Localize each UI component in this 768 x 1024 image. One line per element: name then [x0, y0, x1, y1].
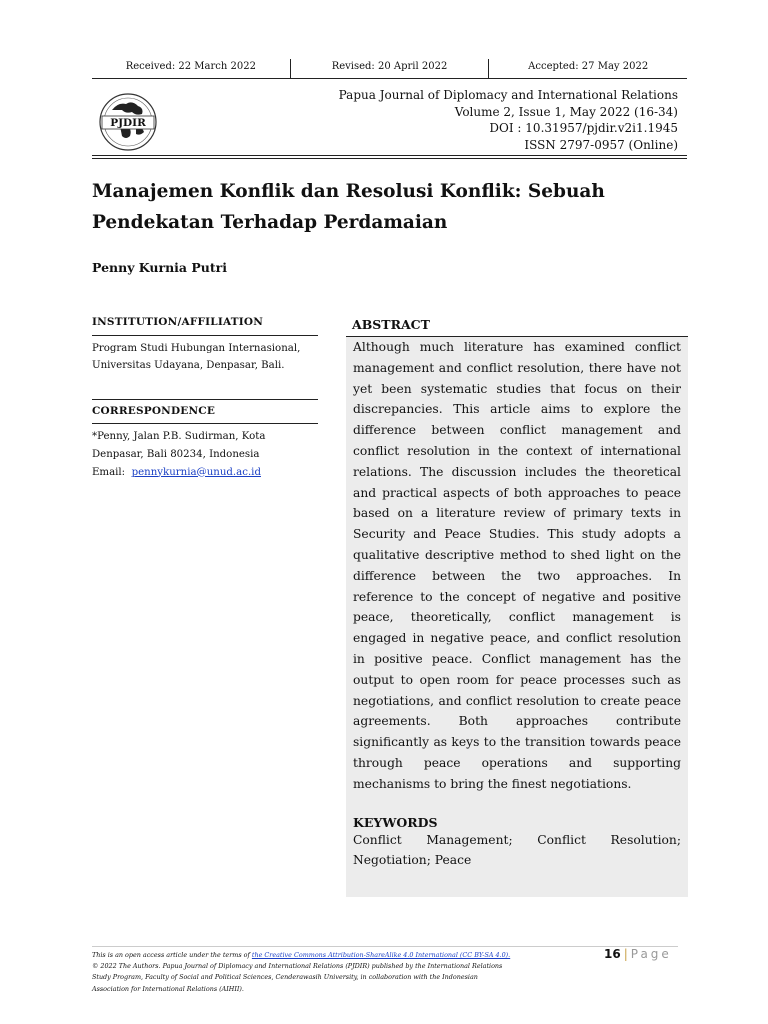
- page-number-value: 16: [604, 947, 621, 961]
- license-line: [92, 950, 572, 961]
- address-line: Denpasar, Bali 80234, Indonesia: [92, 448, 260, 460]
- abstract-heading: ABSTRACT: [346, 314, 688, 337]
- revised-date: Revised: 20 April 2022: [331, 61, 448, 72]
- header-rule-bottom: [92, 158, 687, 159]
- title-line-2: Pendekatan Terhadap Perdamaian: [92, 212, 448, 233]
- logo-text: PJDIR: [110, 117, 146, 129]
- keywords-heading: KEYWORDS: [353, 814, 438, 830]
- article-title: [92, 176, 652, 238]
- institution-line: Program Studi Hubungan Internasional,: [92, 342, 301, 354]
- copyright-line: Study Program, Faculty of Social and Political Sciences, Cenderawasih University, in collaboration with the Indonesian: [92, 973, 478, 982]
- accepted-date: Accepted: 27 May 2022: [528, 61, 649, 72]
- title-line-1: Manajemen Konflik dan Resolusi Konflik: Sebuah: [92, 181, 605, 202]
- author-name: Penny Kurnia Putri: [92, 260, 227, 275]
- page-number: [604, 947, 672, 961]
- journal-logo: [98, 92, 158, 152]
- copyright-line: © 2022 The Authors. Papua Journal of Diplomacy and International Relations (PJDIR) published by the International Relations: [92, 962, 503, 971]
- footer-rule: [92, 946, 678, 947]
- institution-body: [92, 340, 318, 375]
- address-line: *Penny, Jalan P.B. Sudirman, Kota: [92, 431, 266, 443]
- institution-heading: INSTITUTION/AFFILIATION: [92, 314, 318, 336]
- abstract-panel: [346, 314, 688, 897]
- page-separator: |: [623, 947, 628, 961]
- license-footer: [92, 950, 572, 995]
- globe-logo-icon: [98, 92, 158, 152]
- journal-volume: Volume 2, Issue 1, May 2022 (16-34): [454, 104, 678, 119]
- email-label: Email:: [92, 466, 126, 478]
- email-link[interactable]: pennykurnia@unud.ac.id: [131, 466, 261, 478]
- submission-dates-bar: [92, 57, 687, 79]
- header-rule-top: [92, 155, 687, 156]
- journal-doi: DOI : 10.31957/pjdir.v2i1.1945: [489, 121, 678, 135]
- journal-issn: ISSN 2797-0957 (Online): [524, 137, 678, 152]
- correspondence-heading: CORRESPONDENCE: [92, 403, 318, 425]
- license-text: This is an open access article under the terms of: [92, 951, 252, 959]
- affiliation-column: [92, 314, 318, 495]
- email-row: [92, 464, 318, 482]
- received-date: Received: 22 March 2022: [125, 61, 256, 72]
- license-link[interactable]: the Creative Commons Attribution-ShareAlike 4.0 International (CC BY-SA 4.0).: [251, 951, 511, 959]
- institution-line: Universitas Udayana, Denpasar, Bali.: [92, 360, 285, 372]
- keywords-text: Conflict Management; Conflict Resolution; Negotiation; Peace: [353, 832, 681, 868]
- journal-info: [339, 87, 678, 153]
- abstract-text: Although much literature has examined conflict management and conflict resolution, there have not yet been systematic studies that focus on their discrepancies. This article aims to explore the difference between conflict management and conflict resolution in the context of international relations. The discussion includes the theoretical and practical aspects of both approaches to peace based on a literature review of primary texts in Security and Peace Studies. This study adopts a qualitative descriptive method to shed light on the difference between the two approaches. In reference to the concept of negative and positive peace, theoretically, conflict management is engaged in negative peace, and conflict resolution in positive peace. Conflict management has the output to open room for peace processes such as negotiations, and conflict resolution to create peace agreements. Both approaches contribute significantly as keys to the transition towards peace through peace operations and supporting mechanisms to bring the finest negotiations.: [353, 340, 681, 791]
- abstract-box: [346, 337, 688, 897]
- journal-name: Papua Journal of Diplomacy and International Relations: [338, 88, 678, 102]
- correspondence-body: [92, 428, 318, 481]
- page-label: Page: [630, 947, 672, 961]
- copyright-line: Association for International Relations (AIHII).: [92, 984, 244, 993]
